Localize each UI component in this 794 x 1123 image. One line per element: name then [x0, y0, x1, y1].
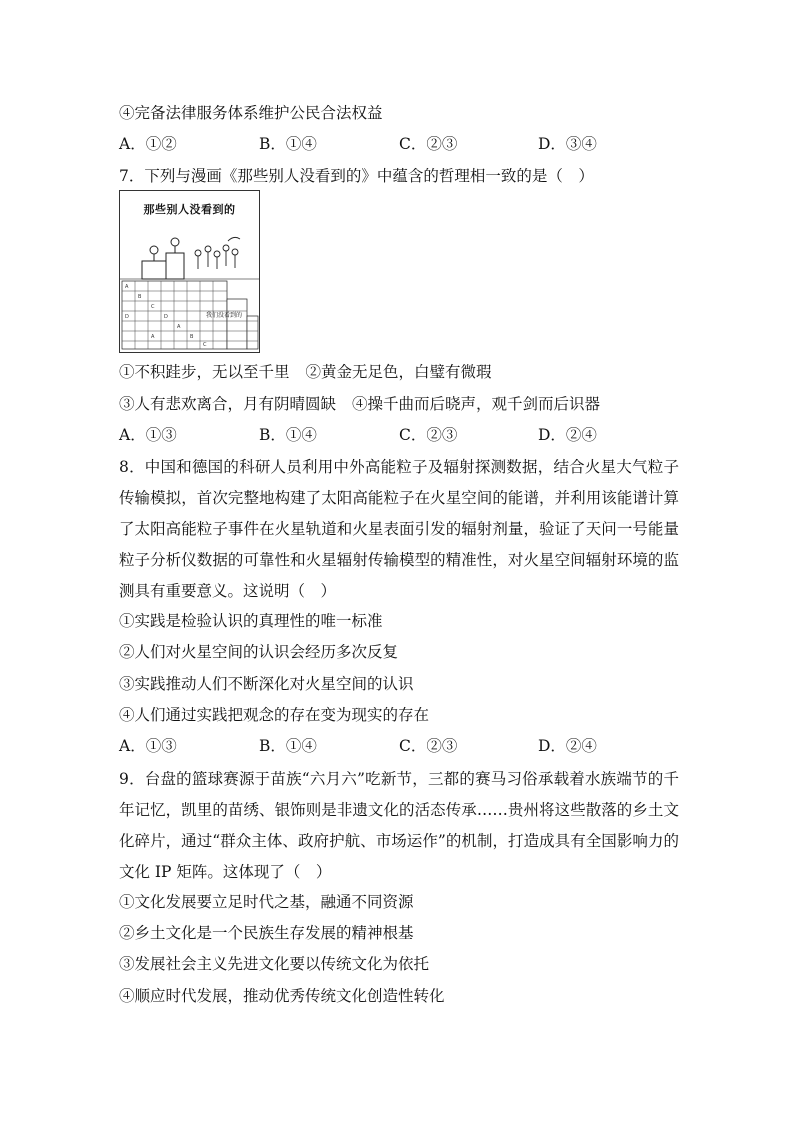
- q9-item-2: ②乡土文化是一个民族生存发展的精神根基: [119, 924, 414, 942]
- q6-option-a[interactable]: A．①②: [119, 135, 177, 153]
- q6-item-4: ④完备法律服务体系维护公民合法权益: [119, 104, 383, 122]
- q6-option-d[interactable]: D．③④: [538, 135, 597, 153]
- svg-text:A: A: [125, 284, 129, 290]
- q8-item-2: ②人们对火星空间的认识会经历多次反复: [119, 643, 399, 661]
- q7-item-2: ②黄金无足色，白璧有微瑕: [305, 363, 492, 381]
- q8-item-4: ④人们通过实践把观念的存在变为现实的存在: [119, 706, 430, 724]
- q9-item-4: ④顺应时代发展，推动优秀传统文化创造性转化: [119, 987, 445, 1005]
- q7-option-c[interactable]: C．②③: [399, 426, 458, 444]
- q7-item-1: ①不积跬步，无以至千里: [119, 363, 290, 381]
- cartoon-image: [119, 190, 260, 353]
- q7-item-4: ④操千曲而后晓声，观千剑而后识器: [352, 395, 601, 413]
- svg-text:A: A: [177, 324, 181, 330]
- svg-text:B: B: [190, 334, 194, 340]
- q8-item-1: ①实践是检验认识的真理性的唯一标准: [119, 612, 383, 630]
- q7-items-row-2: [119, 394, 600, 414]
- q6-option-c[interactable]: C．②③: [399, 135, 458, 153]
- svg-text:A: A: [151, 334, 155, 340]
- q6-option-b[interactable]: B．①④: [259, 135, 317, 153]
- q7-item-3: ③人有悲欢离合，月有阴晴圆缺: [119, 395, 337, 413]
- q7-option-b[interactable]: B．①④: [259, 426, 317, 444]
- q7-option-a[interactable]: A．①③: [119, 426, 177, 444]
- q9-stem: 9．台盘的篮球赛源于苗族“六月六”吃新节，三都的赛马习俗承载着水族端节的千年记忆，凯里的苗绣、银饰则是非遗文化的活态传承……贵州将这些散落的乡土文化碎片，通过“群众主体、政府护航、市场运作”的机制，打造成具有全国影响力的文化 IP 矩阵。这体现了（ ）: [119, 770, 679, 881]
- q8-option-a[interactable]: A．①③: [119, 737, 177, 755]
- q8-stem: 8．中国和德国的科研人员利用中外高能粒子及辐射探测数据，结合火星大气粒子传输模拟，首次完整地构建了太阳高能粒子在火星空间的能谱，并利用该能谱计算了太阳高能粒子事件在火星轨道和火星表面引发的辐射剂量，验证了天问一号能量粒子分析仪数据的可靠性和火星辐射传输模型的精准性，对火星空间辐射环境的监测具有重要意义。这说明（ ）: [119, 458, 679, 600]
- svg-text:C: C: [203, 342, 207, 348]
- cartoon-label-lower: 我们没看到的: [206, 312, 243, 319]
- svg-text:C: C: [151, 304, 155, 310]
- q8-option-d[interactable]: D．②④: [538, 737, 597, 755]
- q8-item-3: ③实践推动人们不断深化对火星空间的认识: [119, 675, 414, 693]
- q7-option-d[interactable]: D．②④: [538, 426, 597, 444]
- q8-option-b[interactable]: B．①④: [259, 737, 317, 755]
- svg-text:D: D: [164, 314, 168, 320]
- q7-stem: 7．下列与漫画《那些别人没看到的》中蕴含的哲理相一致的是（ ）: [119, 167, 594, 185]
- cartoon-title: 那些别人没看到的: [143, 203, 236, 216]
- svg-text:B: B: [138, 294, 142, 300]
- q9-item-1: ①文化发展要立足时代之基，融通不同资源: [119, 893, 414, 911]
- q9-item-3: ③发展社会主义先进文化要以传统文化为依托: [119, 955, 430, 973]
- q7-items-row-1: [119, 362, 492, 382]
- cartoon-illustration: [120, 191, 259, 352]
- svg-text:D: D: [125, 314, 129, 320]
- q8-option-c[interactable]: C．②③: [399, 737, 458, 755]
